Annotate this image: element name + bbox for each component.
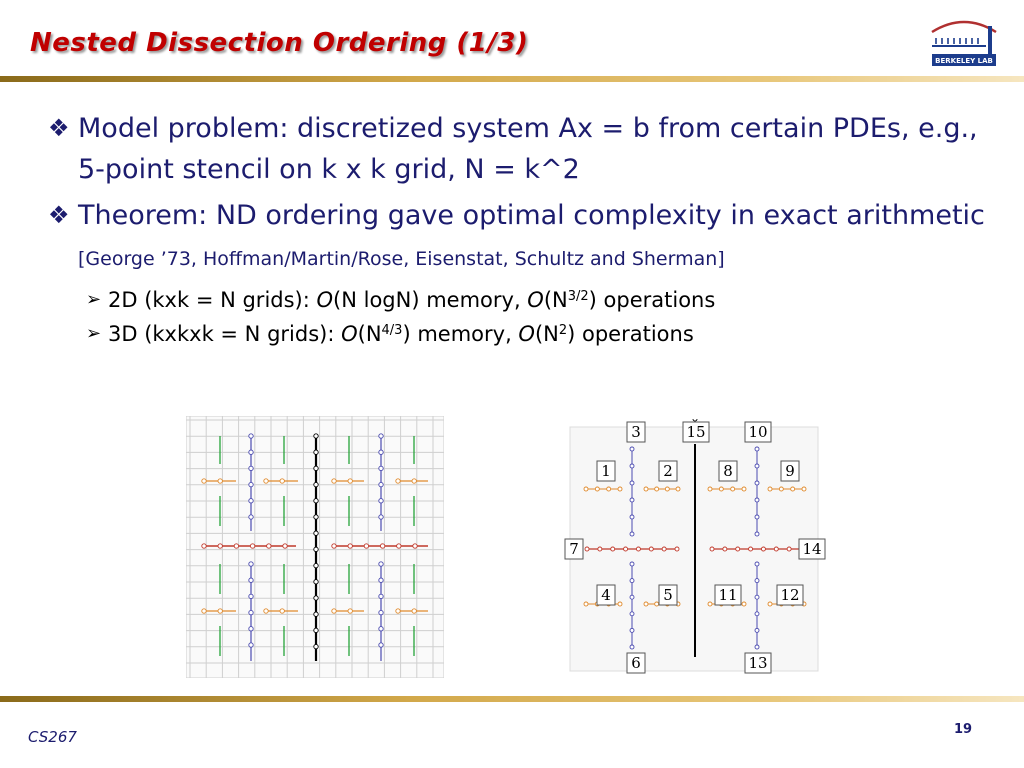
blue-separator-node bbox=[379, 578, 383, 582]
blue-separator-node bbox=[249, 578, 253, 582]
blue-separator-node bbox=[630, 579, 634, 583]
blue-separator-node bbox=[249, 594, 253, 598]
black-separator-node bbox=[314, 482, 318, 486]
orange-separator-node bbox=[218, 479, 222, 483]
red-separator-node bbox=[267, 544, 271, 548]
separator-label: 5 bbox=[663, 586, 673, 604]
blue-separator-node bbox=[630, 481, 634, 485]
black-separator-node bbox=[314, 628, 318, 632]
blue-separator-node bbox=[249, 482, 253, 486]
red-separator-node bbox=[413, 544, 417, 548]
big-o: O bbox=[518, 322, 535, 346]
blue-separator-node bbox=[755, 595, 759, 599]
grid-separator-figure bbox=[186, 416, 444, 678]
blue-separator-node bbox=[249, 610, 253, 614]
blue-separator-node bbox=[755, 532, 759, 536]
citation: [George ’73, Hoffman/Martin/Rose, Eisenstat, Schultz and Sherman] bbox=[78, 248, 725, 270]
bullet-text: Theorem: ND ordering gave optimal complexity in exact arithmetic bbox=[78, 200, 985, 231]
black-separator-node bbox=[314, 531, 318, 535]
separator-label: 12 bbox=[780, 586, 800, 604]
separator-label: 6 bbox=[631, 654, 641, 672]
blue-separator-node bbox=[755, 515, 759, 519]
orange-separator-node bbox=[280, 479, 284, 483]
orange-separator-node bbox=[584, 487, 588, 491]
blue-separator-node bbox=[379, 499, 383, 503]
separator-label: 13 bbox=[748, 654, 768, 672]
red-separator-node bbox=[218, 544, 222, 548]
orange-separator-node bbox=[655, 602, 659, 606]
orange-separator-node bbox=[791, 487, 795, 491]
separator-label: 4 bbox=[601, 586, 611, 604]
red-separator-node bbox=[636, 547, 640, 551]
orange-separator-node bbox=[731, 487, 735, 491]
blue-separator-node bbox=[630, 645, 634, 649]
black-separator-node bbox=[314, 644, 318, 648]
red-separator-node bbox=[234, 544, 238, 548]
red-separator-node bbox=[710, 547, 714, 551]
orange-separator-node bbox=[708, 487, 712, 491]
blue-separator-node bbox=[755, 579, 759, 583]
red-separator-node bbox=[761, 547, 765, 551]
blue-separator-node bbox=[755, 481, 759, 485]
blue-separator-node bbox=[379, 610, 383, 614]
orange-separator-node bbox=[708, 602, 712, 606]
orange-separator-node bbox=[665, 487, 669, 491]
blue-separator-node bbox=[630, 532, 634, 536]
orange-separator-node bbox=[618, 602, 622, 606]
red-separator-node bbox=[675, 547, 679, 551]
red-separator-node bbox=[611, 547, 615, 551]
sub-bullet-text: (N bbox=[357, 322, 382, 346]
red-separator-node bbox=[332, 544, 336, 548]
red-separator-node bbox=[624, 547, 628, 551]
blue-separator-node bbox=[630, 447, 634, 451]
orange-separator-node bbox=[412, 479, 416, 483]
svg-text:BERKELEY LAB: BERKELEY LAB bbox=[935, 57, 993, 65]
red-separator-node bbox=[364, 544, 368, 548]
diamond-bullet-icon: ❖ bbox=[48, 201, 70, 229]
sub-bullet-text: 3D (kxkxk = N grids): bbox=[108, 322, 342, 346]
blue-separator-node bbox=[630, 498, 634, 502]
sub-bullet-text: ) operations bbox=[588, 288, 716, 312]
separator-label: 9 bbox=[785, 462, 795, 480]
sub-bullet-text: 2D (kxk = N grids): bbox=[108, 288, 317, 312]
orange-separator-node bbox=[768, 487, 772, 491]
blue-separator-node bbox=[379, 482, 383, 486]
blue-separator-node bbox=[755, 464, 759, 468]
bullet-theorem bbox=[48, 195, 998, 280]
orange-separator-node bbox=[264, 479, 268, 483]
page-number: 19 bbox=[954, 722, 973, 737]
sub-bullet-text: ) operations bbox=[567, 322, 694, 346]
orange-separator-node bbox=[655, 487, 659, 491]
separator-label: 15 bbox=[686, 423, 706, 441]
blue-separator-node bbox=[379, 515, 383, 519]
blue-separator-node bbox=[630, 612, 634, 616]
separator-label: 14 bbox=[802, 540, 822, 558]
orange-separator-node bbox=[584, 602, 588, 606]
big-o: O bbox=[316, 288, 334, 312]
red-separator-node bbox=[662, 547, 666, 551]
orange-separator-node bbox=[719, 487, 723, 491]
black-separator-node bbox=[314, 563, 318, 567]
bullet-list bbox=[48, 108, 998, 349]
orange-separator-node bbox=[742, 602, 746, 606]
red-separator-node bbox=[380, 544, 384, 548]
red-separator-node bbox=[397, 544, 401, 548]
orange-separator-node bbox=[332, 609, 336, 613]
orange-separator-node bbox=[644, 487, 648, 491]
orange-separator-node bbox=[396, 609, 400, 613]
blue-separator-node bbox=[249, 562, 253, 566]
black-separator-node bbox=[314, 499, 318, 503]
blue-separator-node bbox=[249, 643, 253, 647]
orange-separator-node bbox=[618, 487, 622, 491]
separator-ordering-figure bbox=[562, 419, 832, 679]
blue-separator-node bbox=[249, 499, 253, 503]
slide-title: Nested Dissection Ordering (1/3) bbox=[30, 28, 529, 58]
red-separator-node bbox=[723, 547, 727, 551]
orange-separator-node bbox=[607, 487, 611, 491]
orange-separator-node bbox=[676, 487, 680, 491]
orange-separator-node bbox=[412, 609, 416, 613]
arrow-bullet-icon: ➢ bbox=[86, 289, 102, 310]
orange-separator-node bbox=[218, 609, 222, 613]
blue-separator-node bbox=[249, 450, 253, 454]
red-separator-node bbox=[585, 547, 589, 551]
separator-label: 7 bbox=[569, 540, 579, 558]
bullet-text: Model problem: discretized system Ax = b from certain PDEs, e.g., 5-point stencil on k x k grid, N = k^2 bbox=[78, 113, 978, 185]
blue-separator-node bbox=[630, 464, 634, 468]
sub-bullet-text: (N logN) memory, bbox=[333, 288, 528, 312]
orange-separator-node bbox=[332, 479, 336, 483]
red-separator-node bbox=[736, 547, 740, 551]
blue-separator-node bbox=[755, 498, 759, 502]
black-separator-node bbox=[314, 466, 318, 470]
blue-separator-node bbox=[630, 515, 634, 519]
blue-separator-node bbox=[630, 595, 634, 599]
exponent: 2 bbox=[558, 323, 568, 338]
red-separator-node bbox=[774, 547, 778, 551]
big-o: O bbox=[341, 322, 358, 346]
black-separator-node bbox=[314, 612, 318, 616]
red-separator-node bbox=[250, 544, 254, 548]
separator-label: 2 bbox=[663, 462, 673, 480]
red-separator-node bbox=[787, 547, 791, 551]
orange-separator-node bbox=[595, 487, 599, 491]
orange-separator-node bbox=[779, 487, 783, 491]
blue-separator-node bbox=[379, 450, 383, 454]
red-separator-node bbox=[598, 547, 602, 551]
blue-separator-node bbox=[379, 594, 383, 598]
orange-separator-node bbox=[280, 609, 284, 613]
separator-label: 10 bbox=[748, 423, 768, 441]
black-separator-node bbox=[314, 450, 318, 454]
separator-label: 3 bbox=[631, 423, 641, 441]
blue-separator-node bbox=[379, 627, 383, 631]
red-separator-node bbox=[348, 544, 352, 548]
blue-separator-node bbox=[755, 447, 759, 451]
black-separator-node bbox=[314, 596, 318, 600]
sub-bullet-2d bbox=[48, 285, 998, 315]
blue-separator-node bbox=[249, 466, 253, 470]
sub-bullet-3d bbox=[48, 319, 998, 349]
orange-separator-node bbox=[802, 487, 806, 491]
orange-separator-node bbox=[768, 602, 772, 606]
sub-bullet-text: ) memory, bbox=[402, 322, 519, 346]
exponent: 4/3 bbox=[381, 323, 403, 338]
black-separator-node bbox=[314, 434, 318, 438]
course-label: CS267 bbox=[28, 728, 77, 746]
red-separator-node bbox=[649, 547, 653, 551]
orange-separator-node bbox=[644, 602, 648, 606]
separator-label: 11 bbox=[718, 586, 738, 604]
black-separator-node bbox=[314, 547, 318, 551]
black-separator-node bbox=[314, 580, 318, 584]
red-separator-node bbox=[202, 544, 206, 548]
orange-separator-node bbox=[264, 609, 268, 613]
header-divider bbox=[0, 76, 1024, 82]
berkeley-lab-logo bbox=[924, 14, 1004, 70]
arrow-bullet-icon: ➢ bbox=[86, 323, 102, 344]
blue-separator-node bbox=[249, 515, 253, 519]
red-separator-node bbox=[749, 547, 753, 551]
orange-separator-node bbox=[348, 609, 352, 613]
blue-separator-node bbox=[630, 628, 634, 632]
blue-separator-node bbox=[755, 612, 759, 616]
exponent: 3/2 bbox=[567, 289, 589, 304]
red-separator-node bbox=[283, 544, 287, 548]
blue-separator-node bbox=[755, 645, 759, 649]
blue-separator-node bbox=[379, 466, 383, 470]
separator-label: 8 bbox=[723, 462, 733, 480]
black-separator-node bbox=[693, 419, 697, 421]
blue-separator-node bbox=[249, 434, 253, 438]
blue-separator-node bbox=[630, 562, 634, 566]
separator-label: 1 bbox=[601, 462, 611, 480]
orange-separator-node bbox=[202, 609, 206, 613]
orange-separator-node bbox=[396, 479, 400, 483]
black-separator-node bbox=[314, 515, 318, 519]
blue-separator-node bbox=[755, 628, 759, 632]
orange-separator-node bbox=[348, 479, 352, 483]
orange-separator-node bbox=[202, 479, 206, 483]
sub-bullet-text: (N bbox=[543, 288, 568, 312]
blue-separator-node bbox=[755, 562, 759, 566]
orange-separator-node bbox=[742, 487, 746, 491]
blue-separator-node bbox=[379, 434, 383, 438]
footer-divider bbox=[0, 696, 1024, 702]
blue-separator-node bbox=[249, 627, 253, 631]
blue-separator-node bbox=[379, 643, 383, 647]
sub-bullet-text: (N bbox=[534, 322, 559, 346]
big-o: O bbox=[527, 288, 544, 312]
bullet-model-problem bbox=[48, 108, 998, 190]
diamond-bullet-icon: ❖ bbox=[48, 114, 70, 142]
blue-separator-node bbox=[379, 562, 383, 566]
